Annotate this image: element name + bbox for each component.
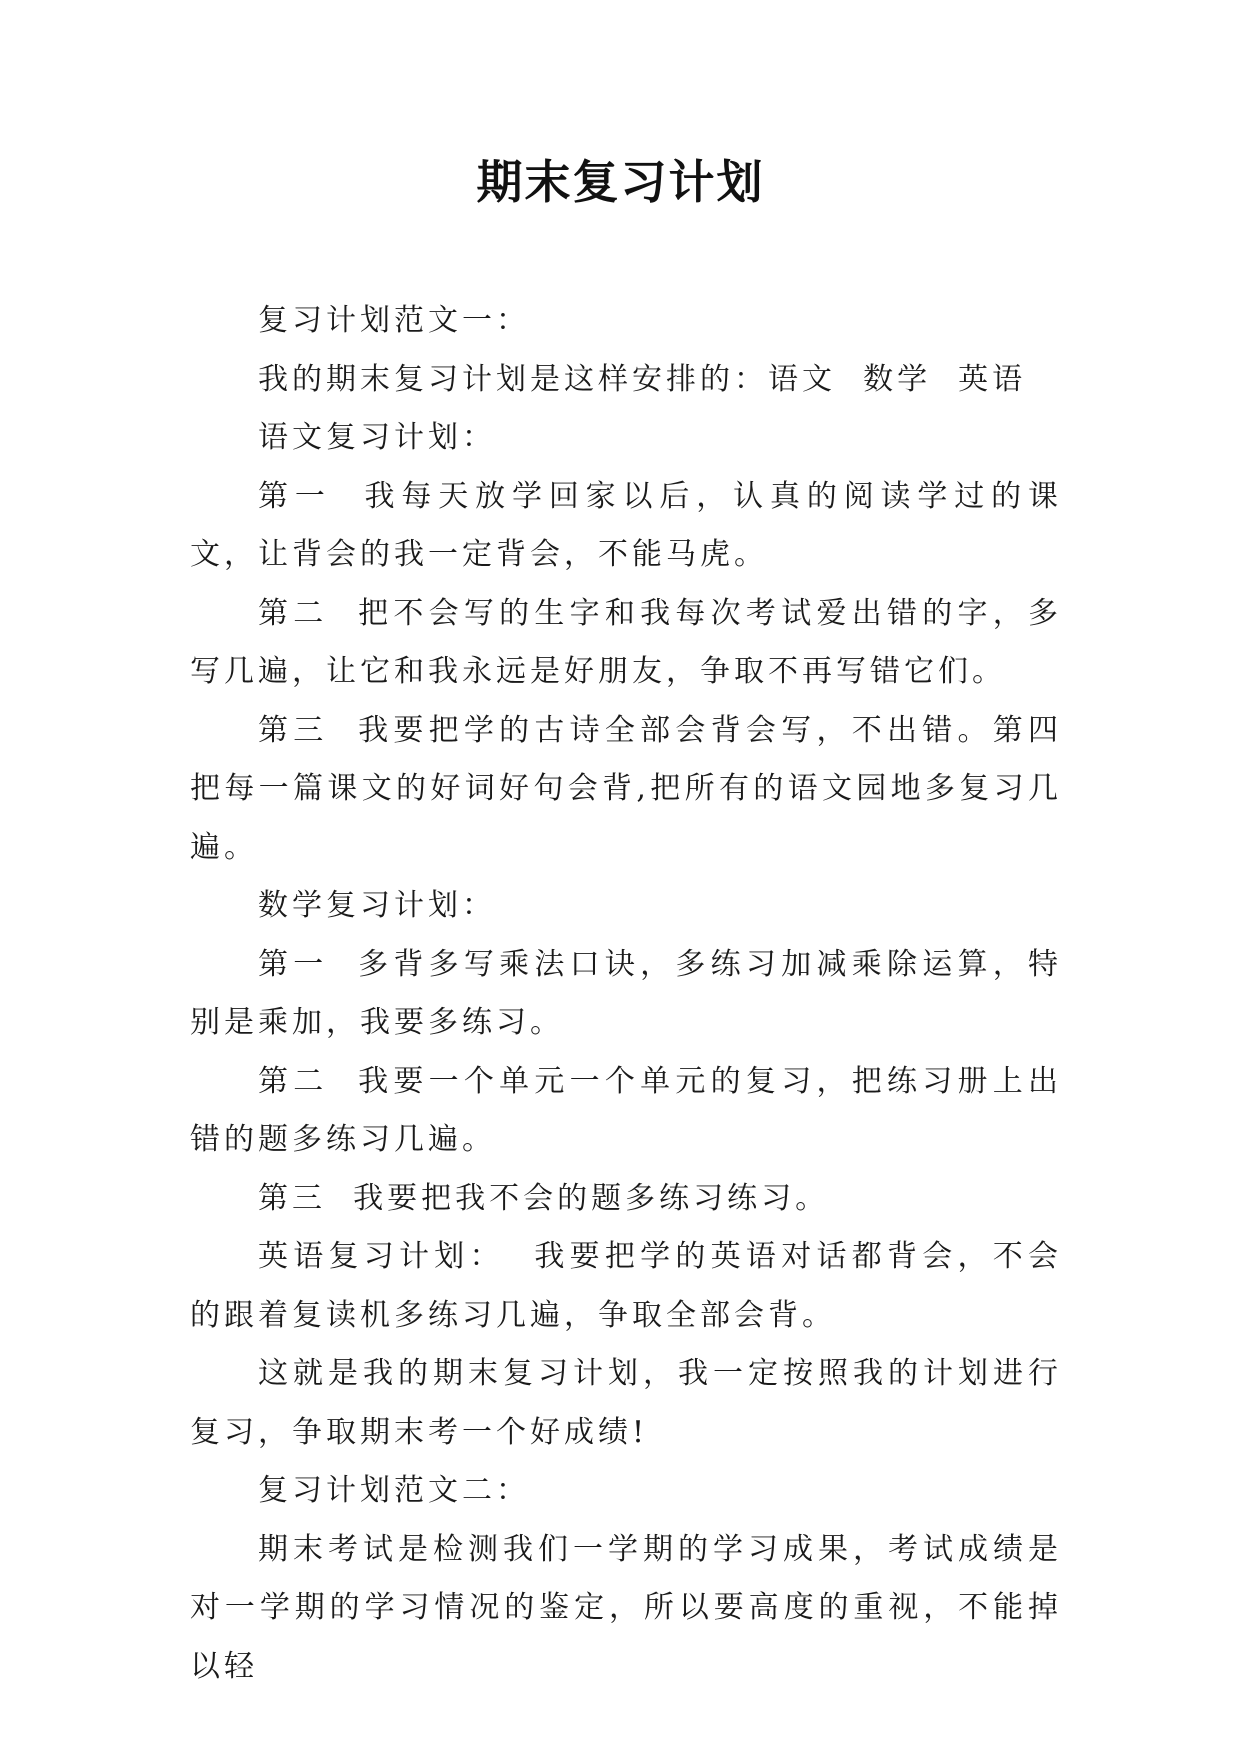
paragraph: 英语复习计划： 我要把学的英语对话都背会，不会的跟着复读机多练习几遍，争取全部会背。 <box>190 1239 1062 1333</box>
paragraph: 第三 我要把学的古诗全部会背会写，不出错。第四 把每一篇课文的好词好句会背,把所有的语文园地多复习几遍。 <box>190 712 1090 865</box>
paragraph: 我的期末复习计划是这样安排的：语文 数学 英语 <box>258 361 1027 397</box>
paragraph: 第一 我每天放学回家以后，认真的阅读学过的课文，让背会的我一定背会，不能马虎。 <box>190 478 1062 572</box>
paragraph: 第二 我要一个单元一个单元的复习，把练习册上出错的题多练习几遍。 <box>190 1063 1062 1157</box>
paragraph: 第二 把不会写的生字和我每次考试爱出错的字，多写几遍，让它和我永远是好朋友，争取不再写错它们。 <box>190 595 1062 689</box>
paragraph: 第一 多背多写乘法口诀，多练习加减乘除运算，特别是乘加，我要多练习。 <box>190 946 1062 1040</box>
paragraph: 数学复习计划： <box>258 888 496 923</box>
document-title: 期末复习计划 <box>476 155 765 209</box>
paragraph: 复习计划范文一： <box>258 303 530 338</box>
paragraph: 期末考试是检测我们一学期的学习成果，考试成绩是对一学期的学习情况的鉴定，所以要高度的重视，不能掉以轻 <box>190 1531 1062 1684</box>
paragraph: 复习计划范文二： <box>258 1473 530 1508</box>
document-body <box>190 292 1090 1696</box>
paragraph: 语文复习计划： <box>258 420 496 455</box>
paragraph: 第三 我要把我不会的题多练习练习。 <box>258 1180 830 1216</box>
paragraph: 这就是我的期末复习计划，我一定按照我的计划进行复习，争取期末考一个好成绩! <box>190 1356 1062 1450</box>
